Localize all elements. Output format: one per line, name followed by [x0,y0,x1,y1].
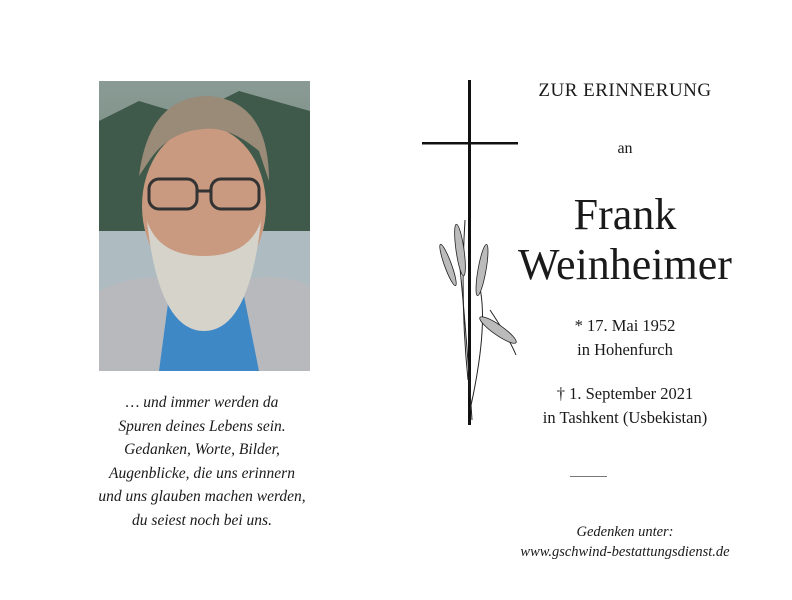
last-name: Weinheimer [518,240,732,289]
page-title: ZUR ERINNERUNG [538,80,712,101]
deceased-name [490,190,760,290]
poem-line: Augenblicke, die uns erinnern [109,464,295,482]
poem-line: du seiest noch bei uns. [132,511,272,529]
memorial-label: Gedenken unter: [576,524,674,540]
poem-line: und uns glauben machen werden, [98,488,306,505]
birth-place: in Hohenfurch [577,340,673,359]
memorial-url: www.gschwind-bestattungsdienst.de [520,544,730,560]
memorial-info [490,522,760,562]
death-date: † 1. September 2021 [556,384,694,403]
poem-line: Gedanken, Worte, Bilder, [124,441,280,458]
first-name: Frank [573,190,677,239]
dedication-word: an [617,140,633,157]
death-place: in Tashkent (Usbekistan) [542,408,708,427]
divider [570,476,607,477]
poem-line: … und immer werden da [125,394,279,411]
poem [40,391,364,532]
portrait-photo [99,81,310,371]
death-info [490,382,760,430]
poem-line: Spuren deines Lebens sein. [118,417,286,435]
birth-date: * 17. Mai 1952 [574,316,676,335]
birth-info [490,314,760,362]
